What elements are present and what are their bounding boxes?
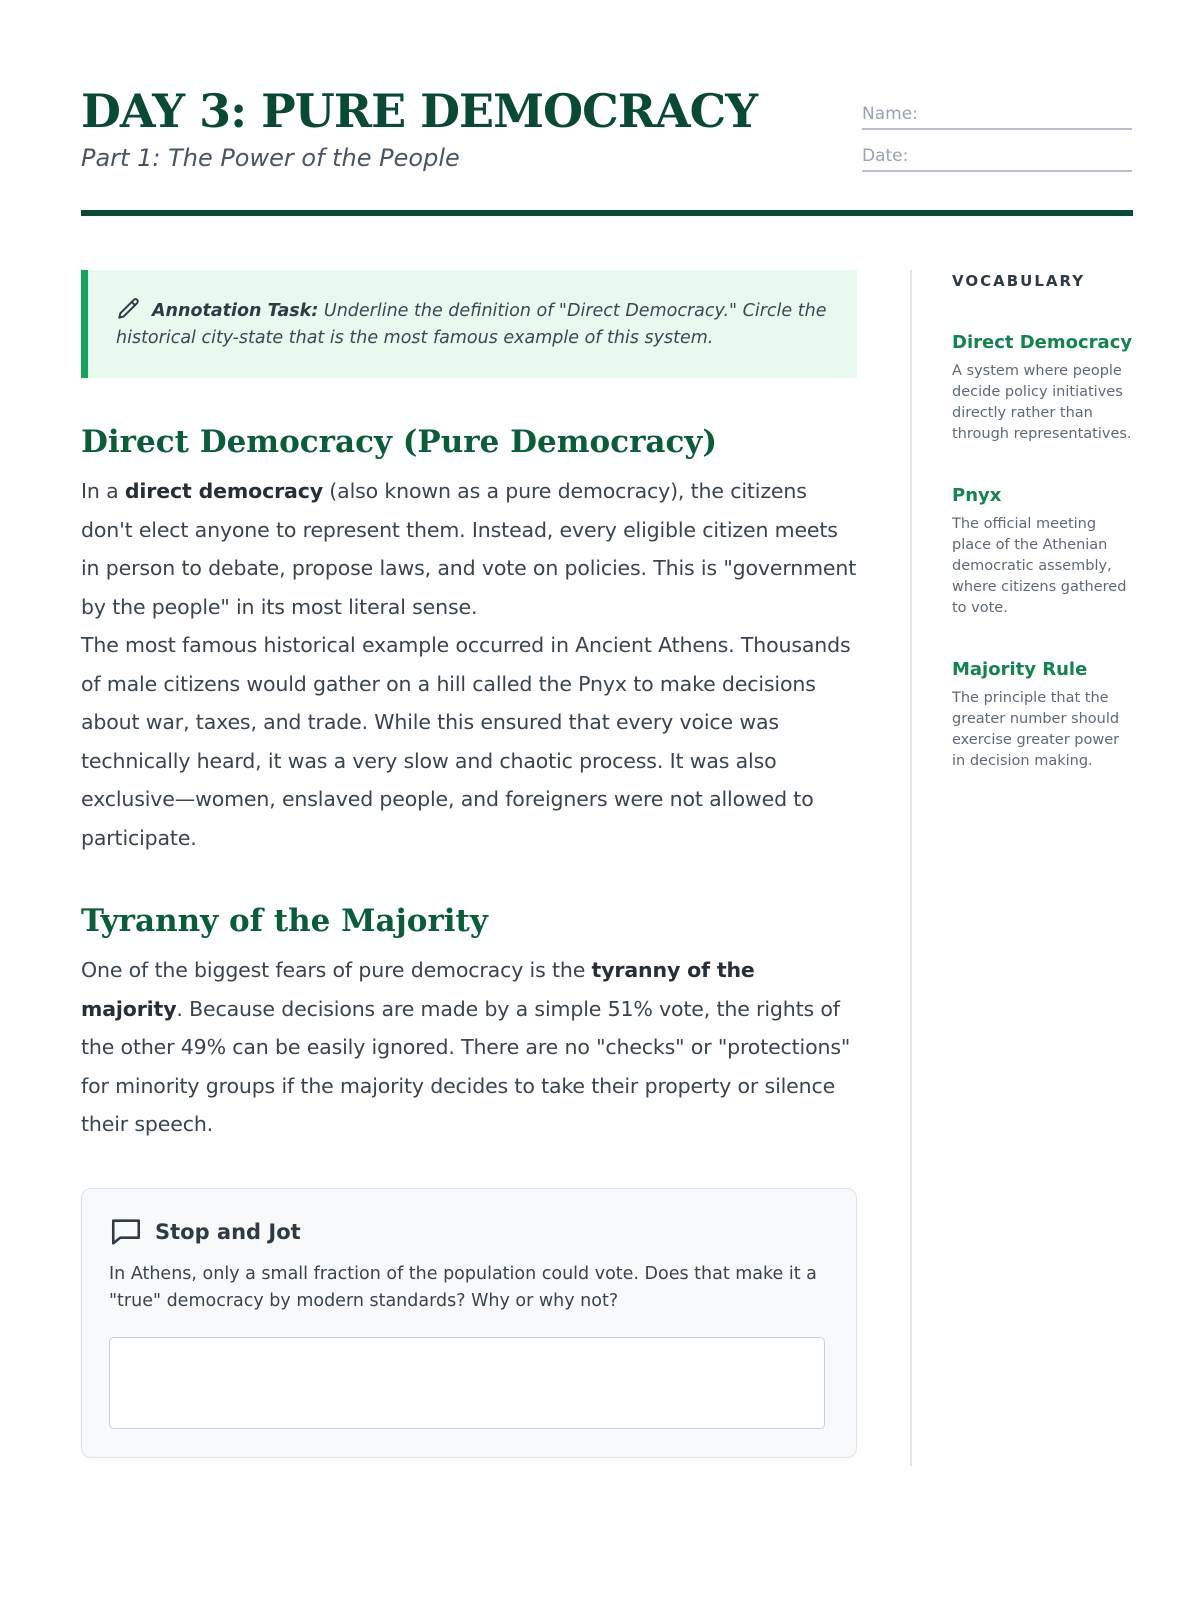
name-field[interactable] bbox=[862, 100, 1132, 130]
vocab-term-direct-democracy bbox=[952, 332, 1134, 445]
vocab-term-name: Direct Democracy bbox=[952, 332, 1133, 353]
paragraph-athens-example: The most famous historical example occurred in Ancient Athens. Thousands of male citizens would gather on a hill called the Pnyx to make decisions about war, taxes, and trade. While this ensured that every voice was technically heard, it was a very slow and chaotic process. It was also exclusive—women, enslaved people, and foreigners were not allowed to participate. bbox=[81, 633, 851, 850]
paragraph-text: . Because decisions are made by a simple 51% vote, the rights of the other 49% can be easily ignored. There are no "checks" or "protections" for minority groups if the majority decides to take their property or silence their speech. bbox=[81, 996, 851, 1136]
page-subtitle: Part 1: The Power of the People bbox=[81, 144, 460, 172]
annotation-task-label: Annotation Task: bbox=[152, 301, 319, 321]
stop-and-jot-box bbox=[81, 1188, 857, 1458]
paragraph-text: (also known as a pure democracy), the citizens don't elect anyone to represent them. Instead, every eligible citizen meets in person to debate, propose laws, and vote on policies. This is "government by the people" in its most literal sense. bbox=[81, 479, 857, 619]
vocabulary-heading: VOCABULARY bbox=[952, 272, 1086, 290]
date-field[interactable] bbox=[862, 142, 1132, 172]
stop-and-jot-prompt: In Athens, only a small fraction of the population could vote. Does that make it a "true" democracy by modern standards? Why or why not? bbox=[109, 1263, 817, 1311]
header-divider bbox=[81, 210, 1133, 216]
name-label: Name: bbox=[862, 104, 918, 124]
term-highlight-direct-democracy: direct democracy bbox=[124, 479, 323, 503]
date-label: Date: bbox=[862, 146, 909, 166]
sidebar-divider bbox=[910, 270, 912, 1466]
vocab-term-name: Pnyx bbox=[952, 485, 1002, 506]
vocab-term-majority-rule bbox=[952, 659, 1134, 772]
stop-and-jot-answer-input[interactable] bbox=[109, 1337, 825, 1429]
vocab-term-definition: The official meeting place of the Athenian democratic assembly, where citizens gathered to vote. bbox=[952, 516, 1127, 616]
term-highlight-tyranny: tyranny of the majority bbox=[81, 958, 755, 1021]
vocab-term-pnyx bbox=[952, 485, 1134, 619]
section-heading-direct-democracy: Direct Democracy (Pure Democracy) bbox=[81, 424, 718, 460]
pencil-icon bbox=[116, 296, 142, 322]
speech-bubble-icon bbox=[109, 1215, 143, 1249]
paragraph-tyranny bbox=[81, 951, 857, 1144]
paragraph-text: One of the biggest fears of pure democracy is the bbox=[81, 958, 592, 982]
paragraph-direct-democracy-definition bbox=[81, 472, 857, 626]
section-heading-tyranny: Tyranny of the Majority bbox=[81, 903, 488, 939]
main-content bbox=[81, 270, 857, 1458]
vocab-term-definition: The principle that the greater number should exercise greater power in decision making. bbox=[952, 690, 1120, 769]
page-title: DAY 3: PURE DEMOCRACY bbox=[81, 84, 758, 138]
vocabulary-sidebar bbox=[952, 270, 1134, 772]
vocab-term-name: Majority Rule bbox=[952, 659, 1088, 680]
paragraph-text: In a bbox=[81, 479, 125, 503]
annotation-task-box bbox=[81, 270, 857, 378]
annotation-task-text: Underline the definition of "Direct Democracy." Circle the historical city-state that is the most famous example of this system. bbox=[116, 301, 827, 348]
stop-and-jot-header bbox=[109, 1215, 829, 1249]
vocab-term-definition: A system where people decide policy initiatives directly rather than through representatives. bbox=[952, 363, 1132, 442]
stop-and-jot-title: Stop and Jot bbox=[155, 1219, 301, 1244]
